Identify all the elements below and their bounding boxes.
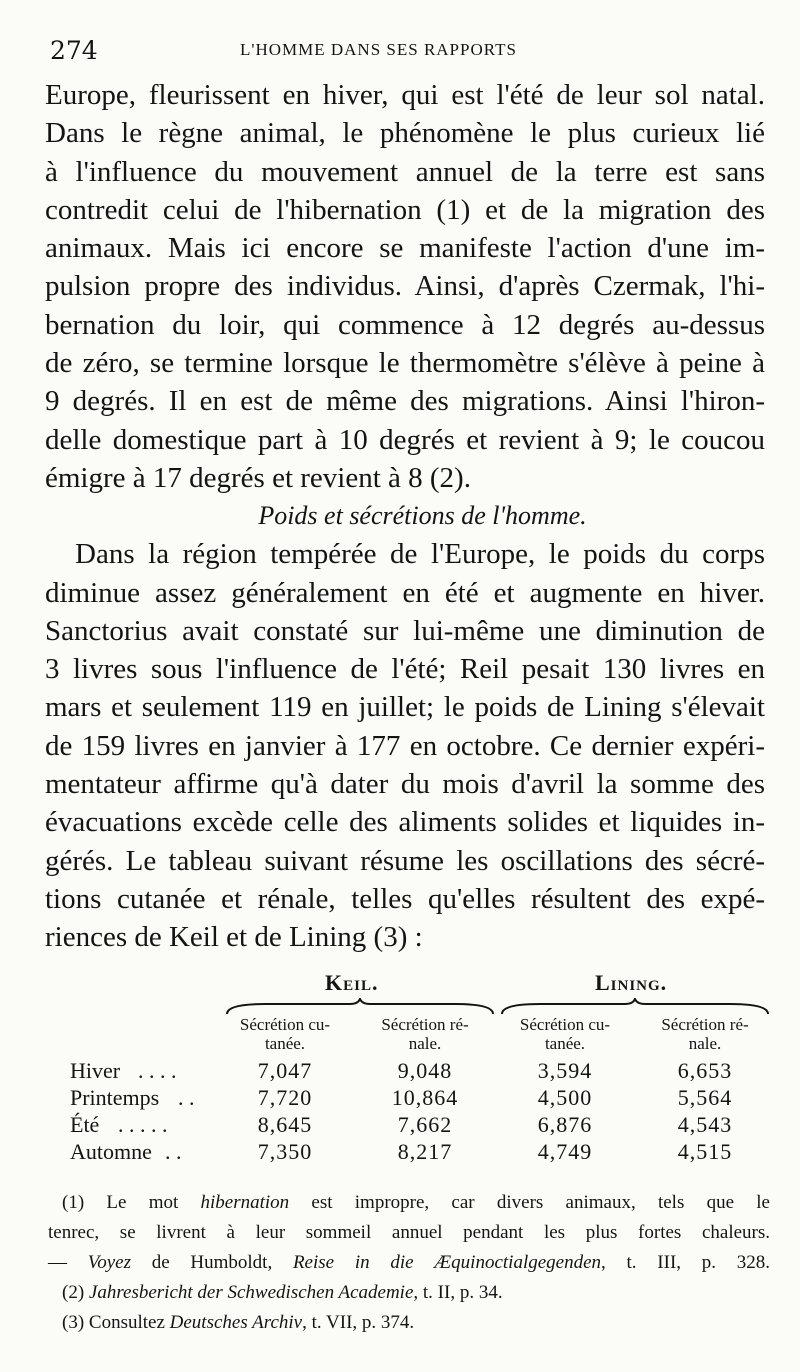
table-cell: 4,543 [677, 1112, 733, 1137]
table-cell: 9,048 [397, 1058, 453, 1083]
row-leader: . . . . . [118, 1112, 168, 1137]
brace-lining [500, 998, 770, 1016]
table-cell: 8,217 [397, 1139, 453, 1164]
column-header: Sécrétion cu- tanée. [239, 1015, 331, 1053]
page-number: 274 [50, 36, 98, 65]
row-leader: . . [178, 1085, 195, 1110]
text-line: évacuations excède celle des aliments solides et liquides in- [45, 806, 765, 839]
table-cell: 6,653 [677, 1058, 733, 1083]
column-header: Sécrétion ré- nale. [381, 1015, 469, 1053]
text-line: contredit celui de l'hibernation (1) et de la migration des [45, 193, 765, 226]
section-title: Poids et sécrétions de l'homme. [258, 501, 587, 531]
text-line: émigre à 17 degrés et revient à 8 (2). [45, 461, 471, 494]
text-line: tions cutanée et rénale, telles qu'elles résultent des expé- [45, 882, 765, 915]
text-line: Europe, fleurissent en hiver, qui est l'été de leur sol natal. [45, 79, 765, 111]
text-line: animaux. Mais ici encore se manifeste l'action d'une im- [45, 232, 765, 265]
text-line: delle domestique part à 10 degrés et revient à 9; le coucou [45, 423, 765, 456]
table-cell: 6,876 [537, 1112, 593, 1137]
row-label: Hiver [70, 1058, 121, 1083]
page-header [50, 36, 760, 66]
text-line: 3 livres sous l'influence de l'été; Reil pesait 130 livres en [45, 653, 765, 686]
footnote-1-continued: tenrec, se livrent à leur sommeil annuel pendant les plus fortes chaleurs. [48, 1222, 770, 1243]
text-line: de zéro, se termine lorsque le thermomètre s'élève à peine à [45, 347, 765, 380]
text-line: Dans le règne animal, le phénomène le plus curieux lié [45, 117, 765, 150]
footnote-2: (2) Jahresbericht der Schwedischen Academie, t. II, p. 34. [62, 1282, 503, 1303]
table-cell: 7,720 [257, 1085, 313, 1110]
table-cell: 7,662 [397, 1112, 453, 1137]
table-cell: 4,515 [677, 1139, 733, 1164]
table-cell: 4,749 [537, 1139, 593, 1164]
row-leader: . . [165, 1139, 182, 1164]
text-line: pulsion propre des individus. Ainsi, d'après Czermak, l'hi- [45, 270, 765, 303]
secretion-table [60, 970, 760, 1170]
text-line: bernation du loir, qui commence à 12 degrés au-dessus [45, 308, 765, 341]
column-header: Sécrétion ré- nale. [661, 1015, 749, 1053]
text-line: riences de Keil et de Lining (3) : [45, 921, 423, 954]
text-line: à l'influence du mouvement annuel de la terre est sans [45, 155, 765, 188]
text-line: mars et seulement 119 en juillet; le poids de Lining s'élevait [45, 691, 765, 724]
row-label: Automne [70, 1139, 152, 1164]
table-cell: 3,594 [537, 1058, 593, 1083]
brace-keil [225, 998, 495, 1016]
footnotes [48, 1188, 770, 1338]
group-heading-keil: Keil. [325, 970, 379, 995]
table-cell: 8,645 [257, 1112, 313, 1137]
text-line: Dans la région tempérée de l'Europe, le poids du corps [75, 538, 765, 571]
group-heading-lining: Lining. [595, 970, 668, 995]
running-title: L'HOMME DANS SES RAPPORTS [240, 40, 517, 59]
footnote-1-reference: — Voyez de Humboldt, Reise in die Æquinoctialgegenden, t. III, p. 328. [48, 1252, 770, 1273]
text-line: diminue assez généralement en été et augmente en hiver. [45, 576, 765, 609]
text-line: Sanctorius avait constaté sur lui-même une diminution de [45, 614, 765, 647]
table-cell: 4,500 [537, 1085, 593, 1110]
row-leader: . . . . [138, 1058, 177, 1083]
text-line: mentateur affirme qu'à dater du mois d'avril la somme des [45, 768, 765, 801]
column-header: Sécrétion cu- tanée. [519, 1015, 611, 1053]
table-cell: 7,350 [257, 1139, 313, 1164]
table-cell: 5,564 [677, 1085, 733, 1110]
row-label: Printemps [70, 1085, 160, 1110]
text-line: de 159 livres en janvier à 177 en octobre. Ce dernier expéri- [45, 729, 765, 762]
table-cell: 10,864 [391, 1085, 459, 1110]
footnote-1: (1) Le mot hibernation est impropre, car divers animaux, tels que le [62, 1192, 770, 1213]
text-line: gérés. Le tableau suivant résume les oscillations des sécré- [45, 844, 765, 877]
row-label: Été [70, 1112, 100, 1137]
table-cell: 7,047 [257, 1058, 313, 1083]
body-text [45, 76, 765, 957]
text-line: 9 degrés. Il en est de même des migrations. Ainsi l'hiron- [45, 385, 765, 418]
footnote-3: (3) Consultez Deutsches Archiv, t. VII, p. 374. [62, 1312, 415, 1333]
